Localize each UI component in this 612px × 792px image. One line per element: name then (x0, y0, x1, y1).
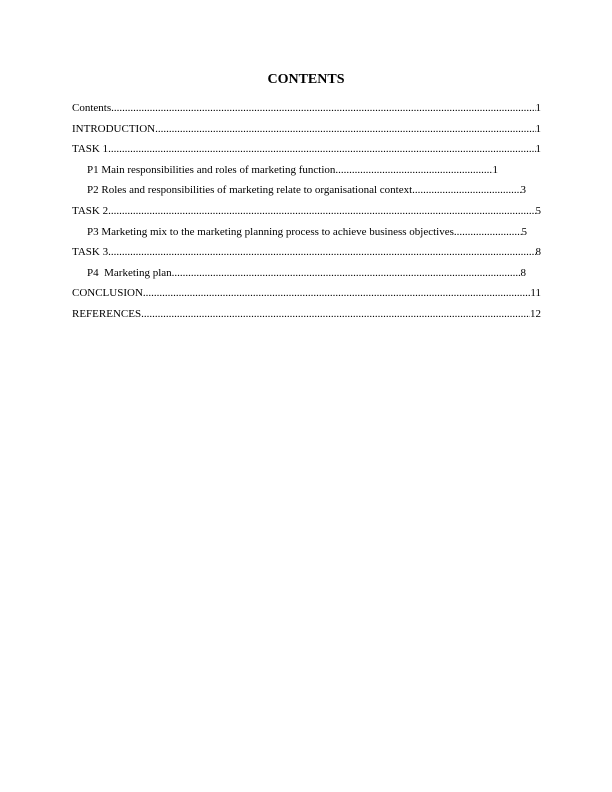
toc-entry-label: Contents (72, 102, 112, 114)
toc-entry-p4[interactable] (87, 267, 526, 288)
toc-entry-label: REFERENCES (72, 307, 142, 320)
toc-page-number: 1 (535, 143, 541, 156)
toc-entry-label: TASK 1 (72, 143, 109, 156)
toc-dot-leader (454, 226, 522, 239)
toc-entry-references[interactable] (72, 308, 541, 329)
toc-dot-leader (108, 143, 535, 156)
toc-page-number: 11 (530, 287, 541, 300)
toc-entry-label: TASK 3 (72, 246, 109, 259)
toc-entry-p3[interactable] (87, 226, 527, 247)
toc-entry-label: P3 Marketing mix to the marketing planning process to achieve business objectives (87, 225, 454, 238)
toc-page-number: 1 (492, 163, 498, 176)
toc-dot-leader (172, 267, 521, 280)
toc-dot-leader (108, 205, 535, 218)
toc-page-number: 8 (535, 246, 541, 259)
toc-entry-label: P1 Main responsibilities and roles of marketing function (87, 163, 336, 176)
toc-page-number: 1 (535, 102, 541, 114)
toc-entry-label: P2 Roles and responsibilities of marketing relate to organisational context (87, 184, 413, 197)
toc-dot-leader (111, 102, 535, 115)
toc-entry-label: P4 Marketing plan (87, 266, 172, 279)
toc-entry-p2[interactable] (87, 184, 526, 205)
toc-page-number: 1 (535, 122, 541, 135)
toc-entry-task-2[interactable] (72, 205, 541, 226)
toc-dot-leader (335, 164, 492, 177)
toc-entry-label: TASK 2 (72, 204, 109, 217)
toc-entry-contents[interactable] (72, 102, 541, 123)
toc-dot-leader (155, 123, 535, 136)
toc-page-number: 5 (521, 225, 527, 238)
toc-dot-leader (141, 308, 530, 321)
toc-entry-label: INTRODUCTION (72, 122, 156, 135)
toc-heading: CONTENTS (267, 72, 345, 87)
toc-page-number: 3 (520, 184, 526, 197)
toc-entry-task-1[interactable] (72, 143, 541, 164)
table-of-contents (0, 102, 612, 329)
toc-dot-leader (412, 184, 520, 197)
toc-entry-task-3[interactable] (72, 246, 541, 267)
toc-entry-label: CONCLUSION (72, 287, 143, 300)
toc-page-number: 12 (530, 307, 541, 320)
toc-entry-introduction[interactable] (72, 123, 541, 144)
toc-dot-leader (143, 287, 531, 300)
toc-entry-p1[interactable] (87, 164, 498, 185)
toc-dot-leader (108, 246, 535, 259)
toc-page-number: 8 (520, 266, 526, 279)
toc-page-number: 5 (535, 204, 541, 217)
toc-entry-conclusion[interactable] (72, 287, 541, 308)
